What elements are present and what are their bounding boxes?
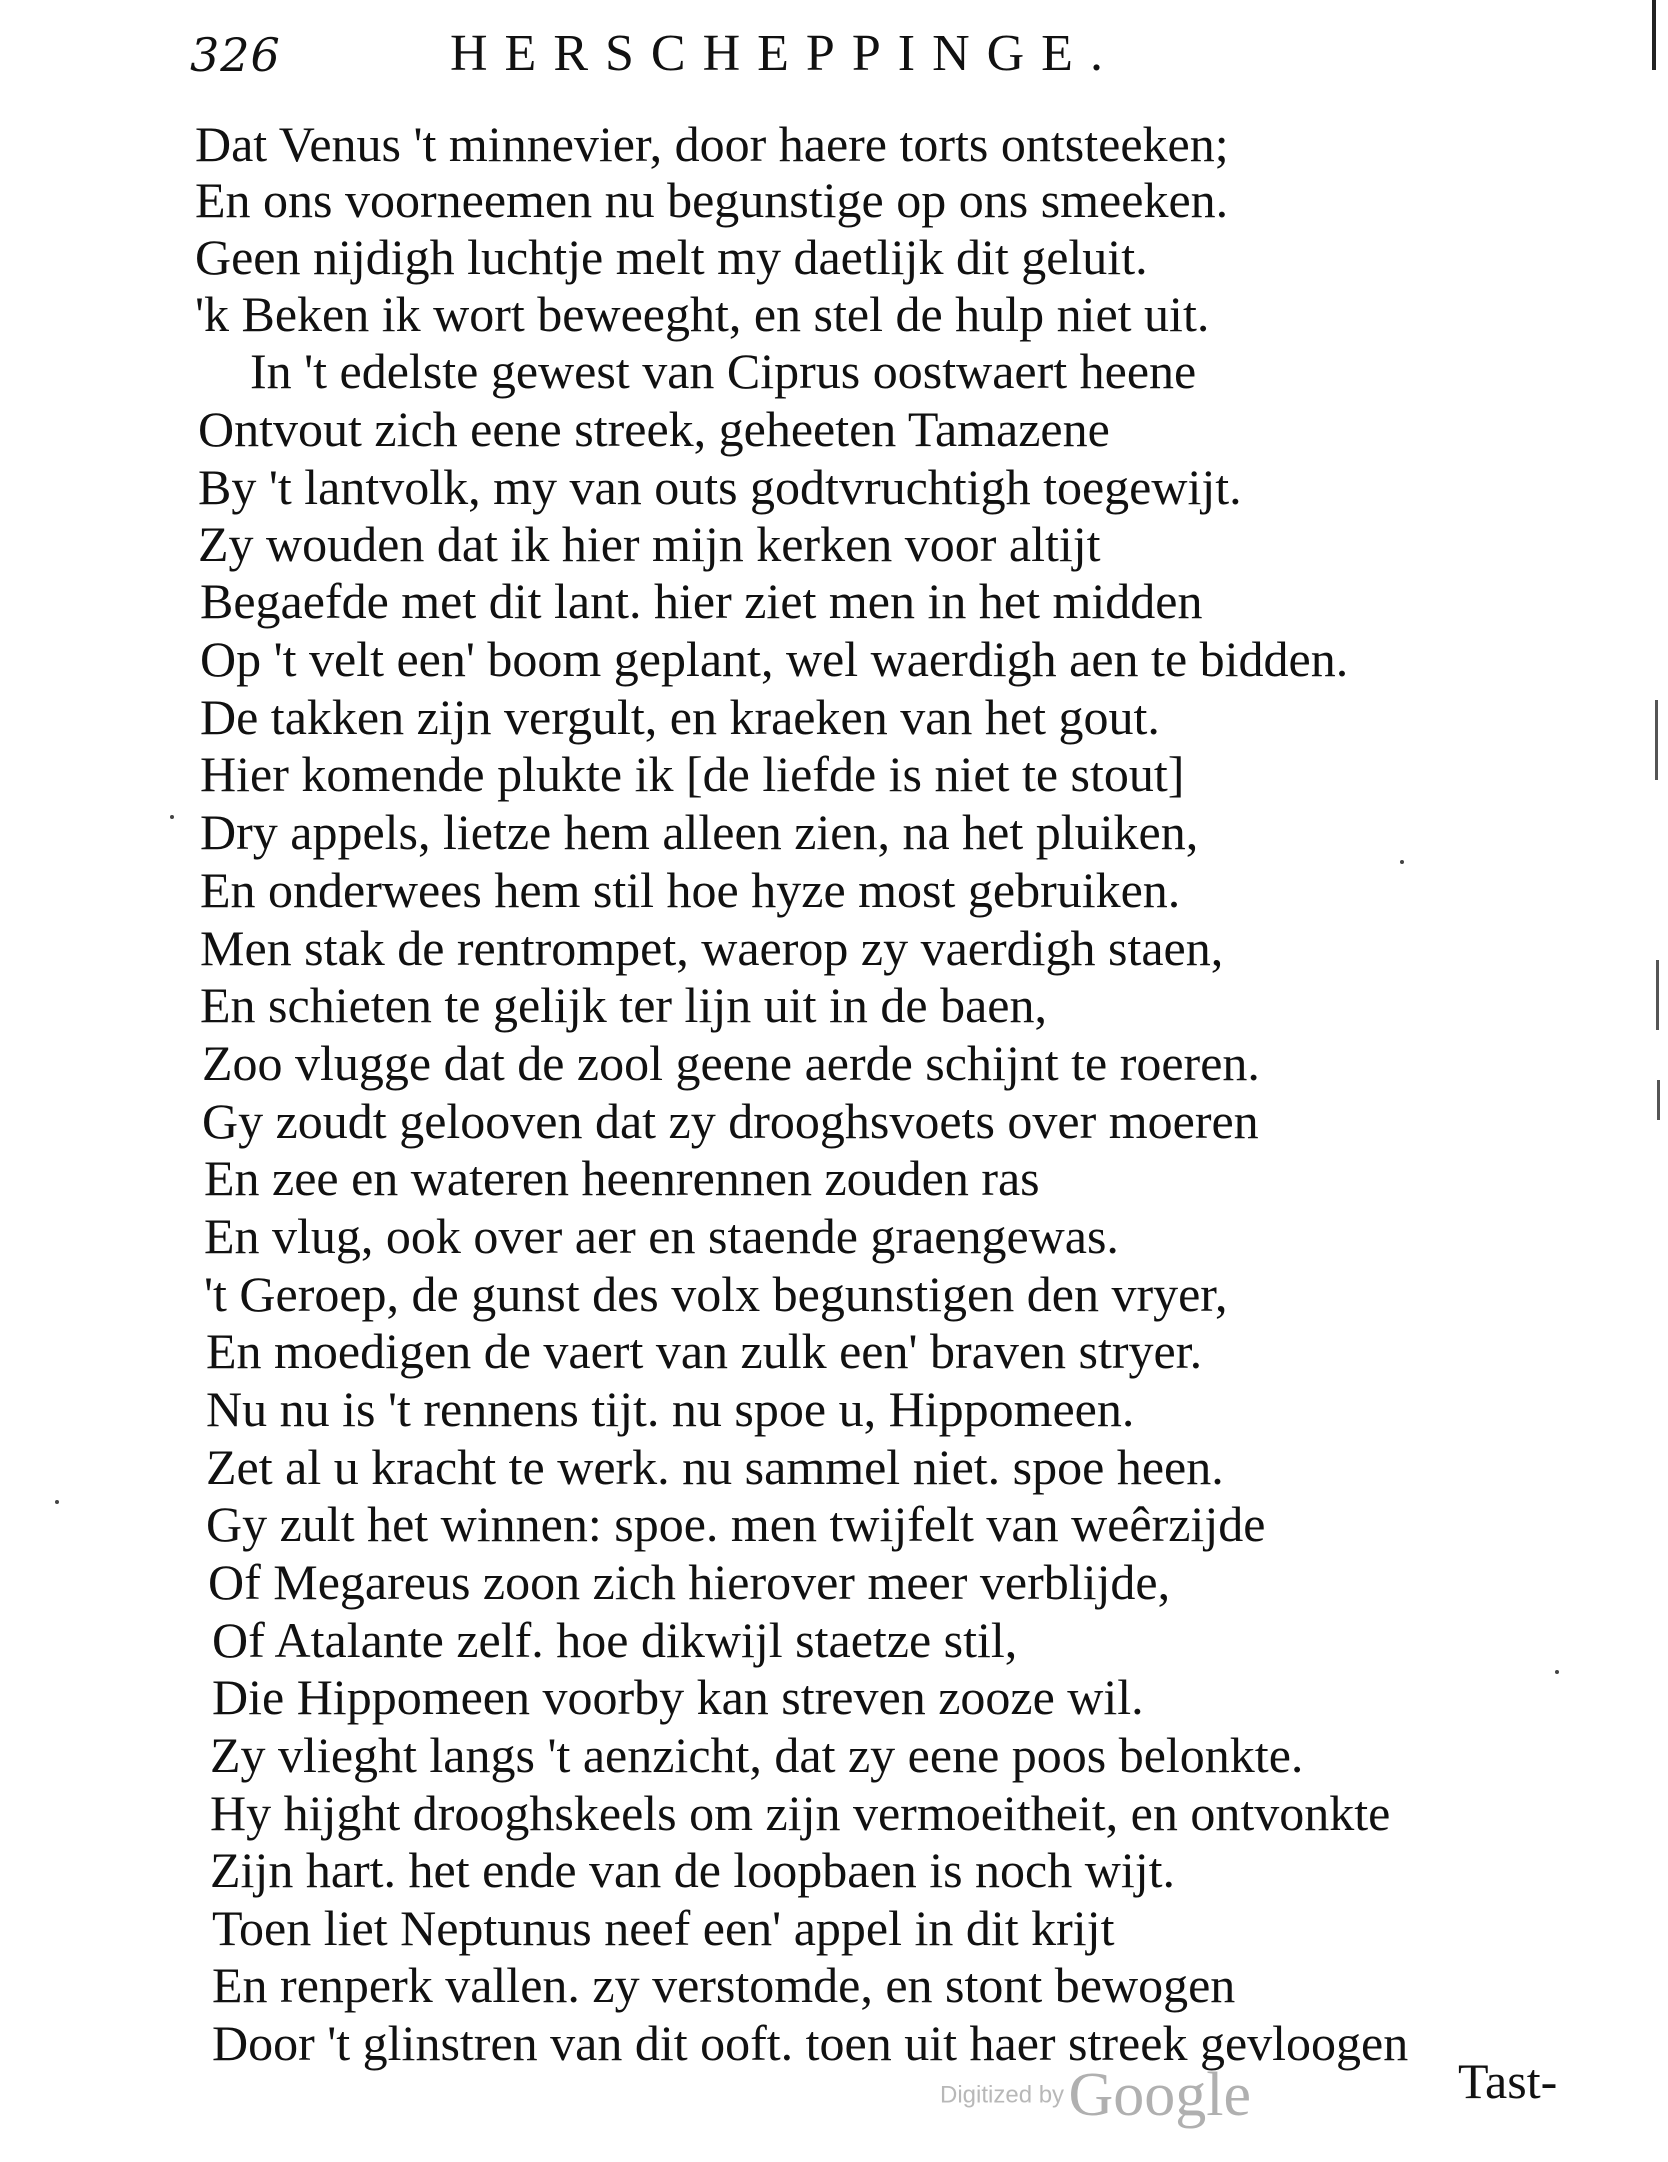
verse-line: De takken zijn vergult, en kraeken van het gout. [200, 689, 1160, 745]
verse-line: En ons voorneemen nu begunstige op ons smeeken. [195, 172, 1229, 228]
running-head: HERSCHEPPINGE. [450, 25, 1120, 82]
verse-line: Toen liet Neptunus neef een' appel in dit krijt [212, 1900, 1115, 1956]
verse-line: Begaefde met dit lant. hier ziet men in het midden [200, 573, 1203, 629]
catchword: Tast- [1458, 2053, 1558, 2109]
verse-line: Nu nu is 't rennens tijt. nu spoe u, Hippomeen. [206, 1381, 1135, 1437]
verse-line: Door 't glinstren van dit ooft. toen uit haer streek gevloogen [212, 2015, 1409, 2071]
watermark-brand: Google [1068, 2061, 1252, 2129]
verse-line: 'k Beken ik wort beweeght, en stel de hulp niet uit. [195, 286, 1210, 342]
watermark-prefix: Digitized by [940, 2081, 1065, 2109]
print-speck [1555, 1670, 1559, 1674]
page-footer [0, 2030, 1668, 2130]
page-edge-mark [1656, 960, 1659, 1030]
verse-line: Of Megareus zoon zich hierover meer verblijde, [208, 1554, 1171, 1610]
verse-line: Dat Venus 't minnevier, door haere torts ontsteeken; [195, 116, 1229, 172]
verse-line: Ontvout zich eene streek, geheeten Tamazene [198, 401, 1110, 457]
verse-line: En schieten te gelijk ter lijn uit in de baen, [200, 977, 1047, 1033]
verse-line: Gy zult het winnen: spoe. men twijfelt van weêrzijde [206, 1496, 1266, 1552]
verse-line: Die Hippomeen voorby kan streven zooze wil. [212, 1669, 1144, 1725]
print-speck [170, 815, 174, 819]
verse-line: Hy hijght drooghskeels om zijn vermoeitheit, en ontvonkte [210, 1785, 1391, 1841]
verse-line: In 't edelste gewest van Ciprus oostwaert heene [250, 343, 1197, 399]
verse-line: Of Atalante zelf. hoe dikwijl staetze stil, [212, 1612, 1018, 1668]
verse-line: En renperk vallen. zy verstomde, en stont bewogen [212, 1957, 1236, 2013]
verse-line: En zee en wateren heenrennen zouden ras [204, 1150, 1040, 1206]
verse-line: Op 't velt een' boom geplant, wel waerdigh aen te bidden. [200, 631, 1349, 687]
page-edge-mark [1657, 1080, 1660, 1120]
verse-line: Men stak de rentrompet, waerop zy vaerdigh staen, [200, 920, 1224, 976]
print-speck [55, 1500, 59, 1504]
verse-line: Hier komende plukte ik [de liefde is niet te stout] [200, 746, 1185, 802]
verse-line: By 't lantvolk, my van outs godtvruchtigh toegewijt. [198, 459, 1242, 515]
verse-line: Geen nijdigh luchtje melt my daetlijk dit geluit. [195, 229, 1148, 285]
verse-line: Zy vlieght langs 't aenzicht, dat zy eene poos belonkte. [210, 1727, 1304, 1783]
verse-line: Zet al u kracht te werk. nu sammel niet. spoe heen. [206, 1439, 1224, 1495]
page-edge-mark [1655, 700, 1658, 780]
verse-line: En moedigen de vaert van zulk een' braven stryer. [206, 1323, 1203, 1379]
verse-line: Zijn hart. het ende van de loopbaen is noch wijt. [210, 1842, 1176, 1898]
digitization-watermark [940, 2060, 1251, 2131]
verse-line: En vlug, ook over aer en staende graengewas. [204, 1208, 1119, 1264]
verse-line: 't Geroep, de gunst des volx begunstigen den vryer, [204, 1266, 1228, 1322]
page-number: 326 [190, 28, 281, 82]
verse-line: Zoo vlugge dat de zool geene aerde schijnt te roeren. [202, 1035, 1260, 1091]
verse-line: Gy zoudt gelooven dat zy drooghsvoets over moeren [202, 1093, 1259, 1149]
print-speck [1400, 860, 1404, 864]
verse-line: En onderwees hem stil hoe hyze most gebruiken. [200, 862, 1181, 918]
verse-line: Zy wouden dat ik hier mijn kerken voor altijt [198, 516, 1101, 572]
page-header [190, 20, 1340, 100]
verse-line: Dry appels, lietze hem alleen zien, na het pluiken, [200, 804, 1199, 860]
page-edge-mark [1652, 0, 1656, 70]
